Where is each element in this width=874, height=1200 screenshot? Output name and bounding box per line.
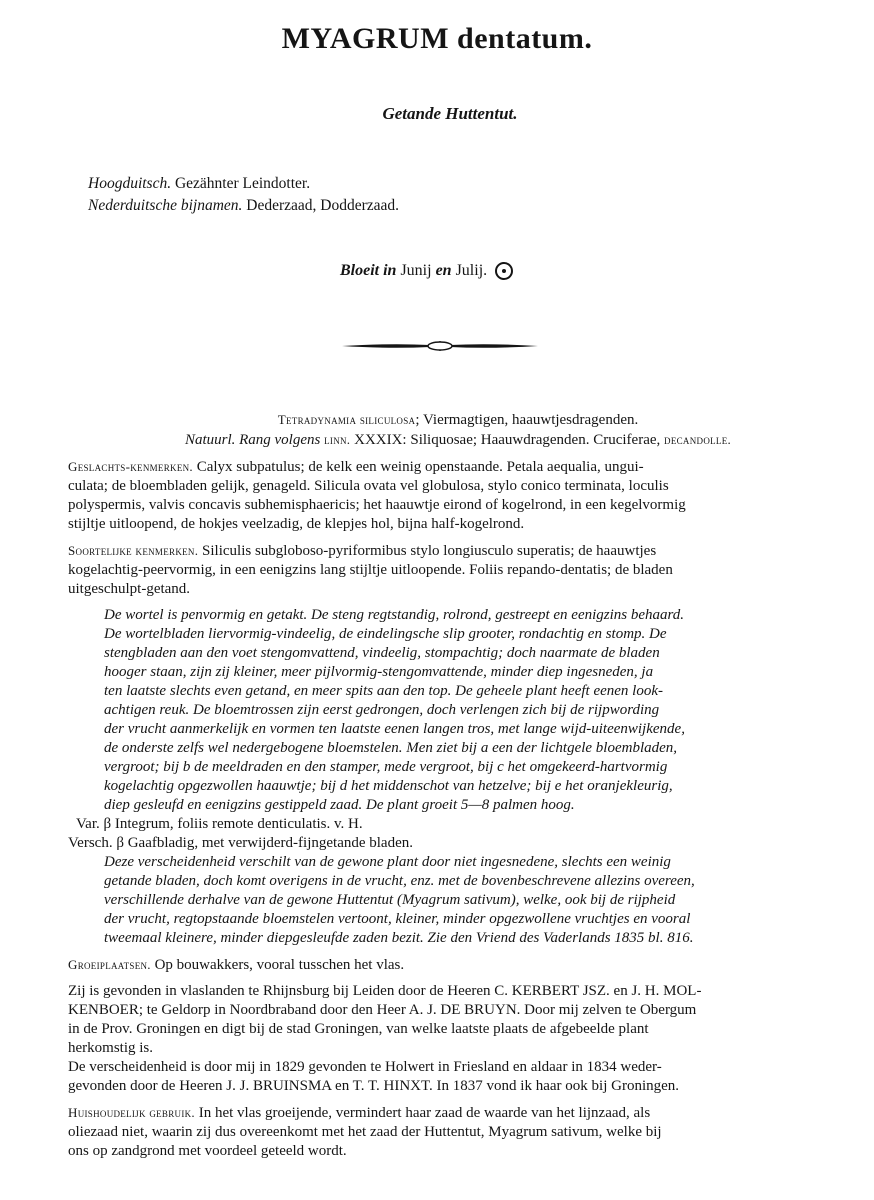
hoogduitsch-label: Hoogduitsch.	[88, 175, 172, 192]
page-title: MYAGRUM dentatum.	[281, 22, 593, 55]
nederduitsch-value: Dederzaad, Dodderzaad.	[246, 197, 400, 214]
hoogduitsch-line	[88, 173, 399, 195]
verscheidenheid-description: Deze verscheidenheid verschilt van de gewone plant door niet ingesnedene, slechts een weinig getande bladen, doch komt overigens in de vrucht, enz. met de bovenbeschrevene allezins overeen, verschillende derhalve van de gewone Huttentut (Myagrum sativum), welke, ook bij de rijpheid der vrucht, regtopstaande bloemstelen vertoont, kleiner, minder opgezwollene vruchtjes en vooral tweemaal kleinere, minder diepgesleufde zaden bezit. Zie den Vriend des Vaderlands 1835 bl. 816.	[104, 854, 695, 946]
huishoudelijk-gebruik: Huishoudelijk gebruik. In het vlas groeijende, vermindert haar zaad de waarde van het lijnzaad, als oliezaad niet, waarin zij dus overeenkomt met het zaad der Huttentut, Myagrum sativum, welke bij ons op zandgrond met voordeel geteeld wordt.	[68, 1105, 662, 1159]
locations: Zij is gevonden in vlaslanden te Rhijnsburg bij Leiden door de Heeren C. KERBERT JSZ. en J. H. MOL- KENBOER; te Geldorp in Noordbraband door den Heer A. J. DE BRUYN. Door mij zelven te Obergum in de Prov. Groningen en digt bij de stad Groningen, van welke laatste plaats de afgebeelde plant herkomstig is. De verscheidenheid is door mij in 1829 gevonden te Holwert in Friesland en aldaar in 1834 weder- gevonden door de Heeren J. J. BRUINSMA en T. T. HINXT. In 1837 vond ik haar ook bij Groningen.	[68, 983, 702, 1094]
flowering-line	[340, 262, 513, 280]
geslachts-kenmerken: Geslachts-kenmerken. Calyx subpatulus; de kelk een weinig openstaande. Petala aequalia, ungui- culata; de bloembladen gelijk, genageld. Silicula ovata vel globulosa, stylo conico terminata, loculis polyspermis, valvis concavis subhemisphaericis; het haauwtje eirond of kogelrond, in een kegelvormig stijltje uitloopend, de hokjes veelzadig, de klepjes hol, bijna half-kogelrond.	[68, 459, 686, 532]
verscheidenheid-line: Versch. β Gaafbladig, met verwijderd-fijngetande bladen.	[68, 835, 413, 851]
groeiplaatsen: Groeiplaatsen. Op bouwakkers, vooral tusschen het vlas.	[68, 957, 405, 973]
annual-symbol-icon	[495, 262, 513, 280]
classification-line2: Natuurl. Rang volgens linn. XXXIX: Siliquosae; Haauwdragenden. Cruciferae, decandolle.	[184, 432, 732, 448]
variety-line: Var. β Integrum, foliis remote denticulatis. v. H.	[76, 816, 363, 832]
nederduitsch-label: Nederduitsche bijnamen.	[88, 197, 243, 214]
nederduitsch-line	[88, 195, 399, 217]
bloei-month1: Junij	[400, 262, 432, 279]
bloei-and: en	[435, 262, 452, 279]
body-text	[68, 410, 848, 1161]
classification-line1: Tetradynamia siliculosa; Viermagtigen, haauwtjesdragenden.	[277, 412, 639, 428]
bloei-month2: Julij.	[455, 262, 488, 279]
common-names	[88, 173, 399, 217]
bloei-label: Bloeit in	[340, 262, 397, 279]
plant-description: De wortel is penvormig en getakt. De steng regtstandig, rolrond, gestreept en eenigzins behaard. De wortelbladen liervormig-vindeelig, de eindelingsche slip grooter, rondachtig en stomp. De stengbladen aan den voet stengomvattend, vindeelig, stompachtig; doch naarmate de bladen hooger staan, zijn zij kleiner, meer pijlvormig-stengomvattende, minder diep ingesneden, ja ten laatste slechts even getand, en meer spits aan den top. De geheele plant heeft eenen look- achtigen reuk. De bloemtrossen zijn eerst gedrongen, doch verlengen zich bij de rijpwording der vrucht aanmerkelijk en vormen ten laatste eenen langen tros, met lange wijd-uiteenwijkende, de onderste zelfs wel nedergebogene bloemstelen. Men ziet bij a een der lichtgele bloembladen, vergroot; bij b de meeldraden en den stamper, mede vergroot, bij c het omgekeerd-hartvormig kogelachtig opgezwollen haauwtje; bij d het middenschot van hetzelve; bij e het oranjekleurig, diep gesleufd en eenigzins gestippeld zaad. De plant groeit 5—8 palmen hoog.	[104, 607, 685, 813]
page-subtitle: Getande Huttentut.	[382, 104, 518, 123]
hoogduitsch-value: Gezähnter Leindotter.	[174, 175, 311, 192]
ornament-divider-icon	[340, 339, 540, 353]
soortelijke-kenmerken: Soortelijke kenmerken. Siliculis subgloboso-pyriformibus stylo longiusculo superatis; de haauwtjes kogelachtig-peervormig, in een eenigzins lang stijltje uitloopende. Foliis repando-dentatis; de bladen uitgeschulpt-getand.	[68, 543, 673, 597]
